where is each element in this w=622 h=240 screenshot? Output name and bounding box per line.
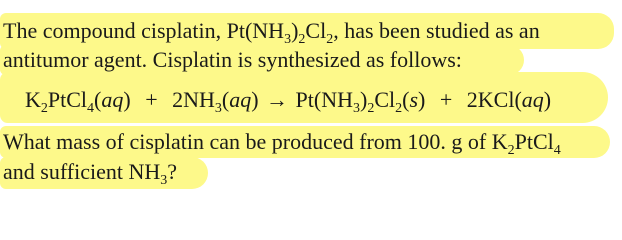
question-line-2 <box>3 158 177 186</box>
reaction-arrow: → <box>266 87 289 112</box>
question-line-1 <box>3 128 561 156</box>
subscript: 3 <box>160 172 168 188</box>
intro-line-2 <box>3 46 462 74</box>
subscript: 2 <box>298 31 306 47</box>
question-text: ? <box>167 159 177 184</box>
subscript: 2 <box>507 142 515 158</box>
intro-text: The compound cisplatin, Pt(NH <box>3 18 285 43</box>
intro-text: Cl <box>305 18 327 43</box>
subscript: 3 <box>284 31 292 47</box>
reactant-nh3: $2NH_3(aq)$ <box>172 87 259 116</box>
intro-text: antitumor agent. Cisplatin is synthesized as follows: <box>3 47 462 72</box>
plus-sign: + <box>439 87 453 112</box>
intro-text: ) <box>291 18 299 43</box>
product-cisplatin: $Pt(NH_3)_2Cl_2(s)$ <box>295 87 426 116</box>
subscript: 2 <box>326 31 334 47</box>
intro-text: , has been studied as an <box>333 18 540 43</box>
reactant-k2ptcl4: $K_2PtCl_4(aq)$ <box>25 87 131 116</box>
question-text: PtCl <box>514 129 554 154</box>
intro-line-1 <box>3 17 540 45</box>
chemical-equation <box>25 86 551 114</box>
plus-sign: + <box>145 87 158 112</box>
product-kcl: 2KCl(aq) <box>466 87 552 112</box>
question-text: What mass of cisplatin can be produced from 100. g of K <box>3 129 508 154</box>
subscript: 4 <box>553 142 561 158</box>
question-text: and sufficient NH <box>3 159 161 184</box>
